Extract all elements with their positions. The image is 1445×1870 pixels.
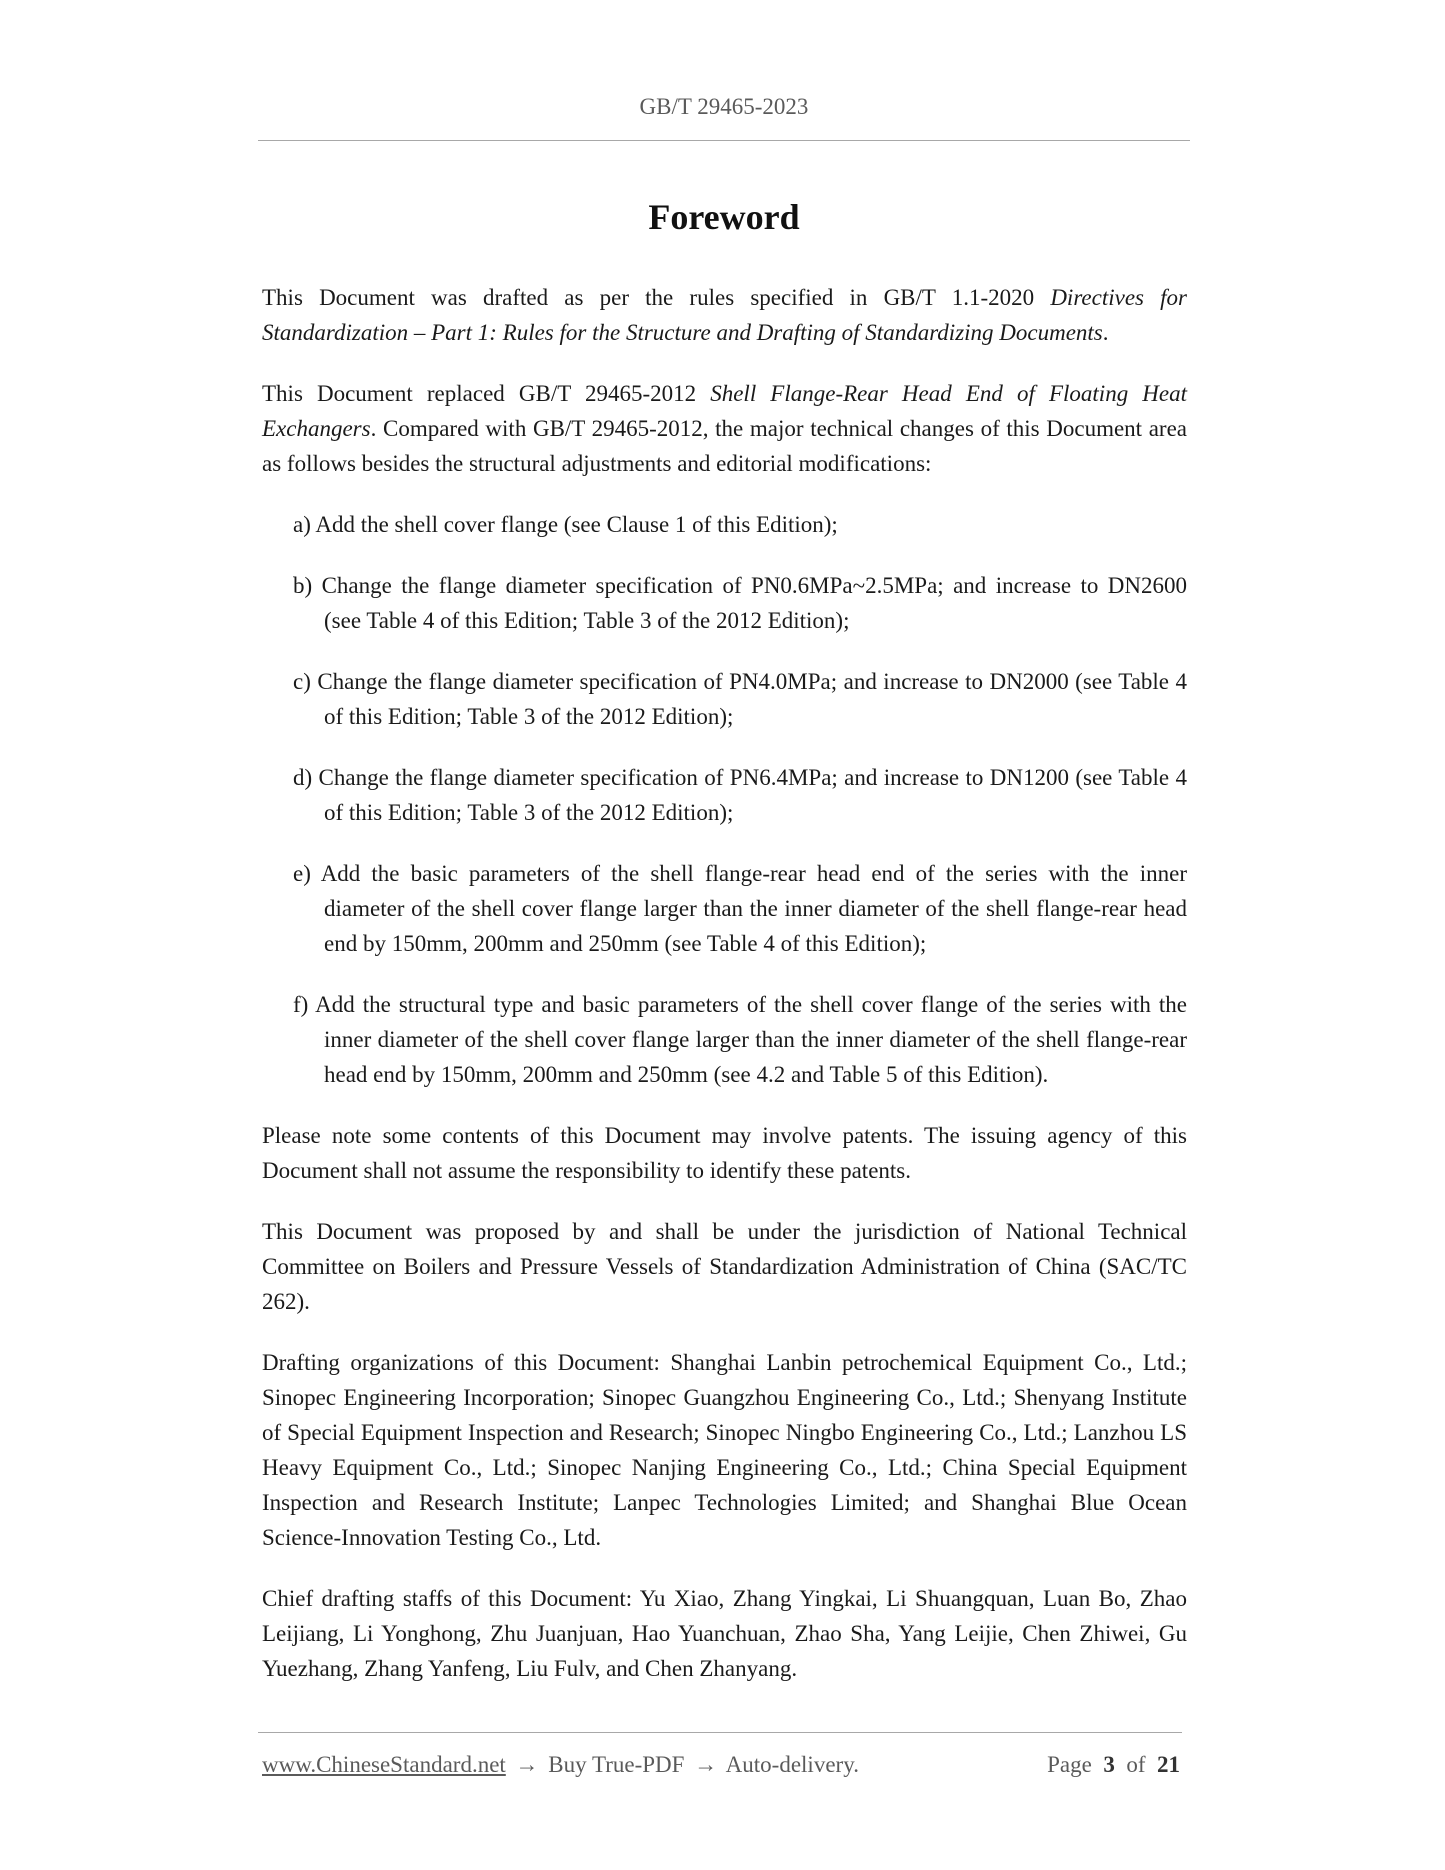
of-label: of (1126, 1752, 1146, 1777)
website-link[interactable]: www.ChineseStandard.net (262, 1752, 506, 1777)
standard-title-italic: Directives for Standardization – Part 1: Rules for the Structure and Drafting of Standardizing Documents (262, 285, 1187, 345)
change-item-e: e) Add the basic parameters of the shell flange-rear head end of the series with the inner diameter of the shell cover flange larger than the inner diameter of the shell flange-rear head end by 150mm, 200mm and 250mm (see Table 4 of this Edition); (293, 861, 1187, 956)
paragraph-text: . (1102, 320, 1109, 345)
page-current: 3 (1103, 1752, 1115, 1777)
footer-links (262, 1752, 859, 1778)
change-item-d: d) Change the flange diameter specification of PN6.4MPa; and increase to DN1200 (see Table 4 of this Edition; Table 3 of the 2012 Edition); (293, 765, 1187, 825)
paragraph-replacement (262, 376, 1187, 481)
arrow-right-icon: → (694, 1752, 718, 1777)
foreword-body (262, 280, 1187, 1712)
footer-divider (258, 1732, 1182, 1733)
buy-true-pdf-text: Buy True-PDF (548, 1752, 685, 1777)
header-divider (258, 140, 1190, 141)
page-footer (262, 1752, 1180, 1778)
paragraph-text: This Document was drafted as per the rules specified in GB/T 1.1-2020 (262, 285, 1051, 310)
change-item-c: c) Change the flange diameter specification of PN4.0MPa; and increase to DN2000 (see Table 4 of this Edition; Table 3 of the 2012 Edition); (293, 669, 1187, 729)
standard-title-italic: Shell Flange-Rear Head End of Floating Heat Exchangers (262, 381, 1187, 441)
paragraph-drafting-rules (262, 280, 1187, 350)
change-item-b: b) Change the flange diameter specification of PN0.6MPa~2.5MPa; and increase to DN2600 (see Table 4 of this Edition; Table 3 of the 2012 Edition); (293, 573, 1187, 633)
page-label: Page (1047, 1752, 1092, 1777)
page-number (1047, 1752, 1180, 1778)
paragraph-patents: Please note some contents of this Document may involve patents. The issuing agency of this Document shall not assume the responsibility to identify these patents. (262, 1123, 1187, 1183)
page-title: Foreword (648, 197, 800, 237)
arrow-right-icon: → (515, 1752, 539, 1777)
page-header-doc-number: GB/T 29465-2023 (639, 94, 809, 119)
paragraph-text: . Compared with GB/T 29465-2012, the major technical changes of this Document area as follows besides the structural adjustments and editorial modifications: (262, 416, 1187, 476)
paragraph-jurisdiction: This Document was proposed by and shall be under the jurisdiction of National Technical Committee on Boilers and Pressure Vessels of Standardization Administration of China (SAC/TC 262). (262, 1219, 1187, 1314)
paragraph-drafting-staff: Chief drafting staffs of this Document: Yu Xiao, Zhang Yingkai, Li Shuangquan, Luan Bo, Zhao Leijiang, Li Yonghong, Zhu Juanjuan, Hao Yuanchuan, Zhao Sha, Yang Leijie, Chen Zhiwei, Gu Yuezhang, Zhang Yanfeng, Liu Fulv, and Chen Zhanyang. (262, 1586, 1187, 1681)
change-item-a: a) Add the shell cover flange (see Clause 1 of this Edition); (293, 512, 838, 537)
page-total: 21 (1157, 1752, 1180, 1777)
auto-delivery-text: Auto-delivery. (725, 1752, 859, 1777)
paragraph-text: This Document replaced GB/T 29465-2012 (262, 381, 711, 406)
paragraph-drafting-organizations: Drafting organizations of this Document: Shanghai Lanbin petrochemical Equipment Co., Ltd.; Sinopec Engineering Incorporation; Sinopec Guangzhou Engineering Co., Ltd.; Shenyang Institute of Special Equipment Inspection and Research; Sinopec Ningbo Engineering Co., Ltd.; Lanzhou LS Heavy Equipment Co., Ltd.; Sinopec Nanjing Engineering Co., Ltd.; China Special Equipment Inspection and Research Institute; Lanpec Technologies Limited; and Shanghai Blue Ocean Science-Innovation Testing Co., Ltd. (262, 1350, 1187, 1550)
change-item-f: f) Add the structural type and basic parameters of the shell cover flange of the series with the inner diameter of the shell cover flange larger than the inner diameter of the shell flange-rear head end by 150mm, 200mm and 250mm (see 4.2 and Table 5 of this Edition). (293, 992, 1187, 1087)
